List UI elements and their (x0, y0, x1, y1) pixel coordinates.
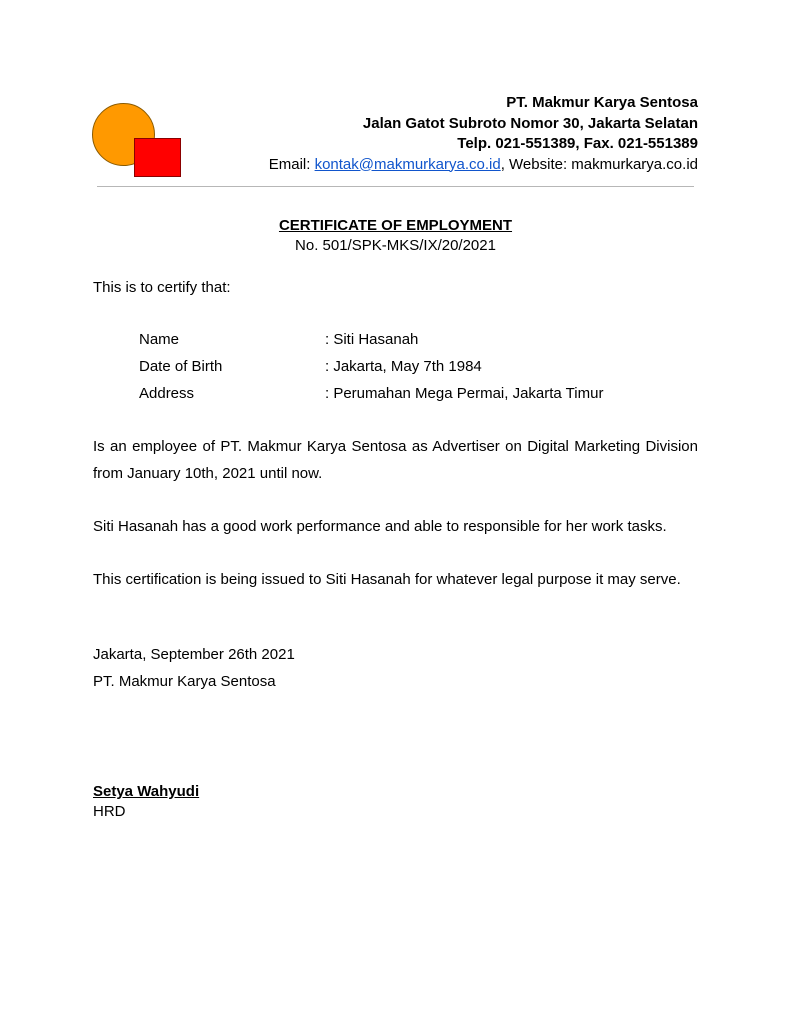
logo-square (134, 138, 181, 177)
email-link[interactable]: kontak@makmurkarya.co.id (314, 155, 501, 173)
certificate-title: CERTIFICATE OF EMPLOYMENT (278, 217, 513, 234)
employment-paragraph: Is an employee of PT. Makmur Karya Sentosa as Advertiser on Digital Marketing Division from January 10th, 2021 until now. (93, 438, 698, 482)
field-name (139, 330, 418, 350)
field-date-of-birth (139, 357, 482, 377)
closing-company: PT. Makmur Karya Sentosa (93, 673, 276, 690)
field-label: Date of Birth (139, 358, 223, 375)
intro-text: This is to certify that: (93, 279, 231, 296)
field-address (139, 384, 603, 404)
certificate-number: No. 501/SPK-MKS/IX/20/2021 (295, 237, 496, 254)
company-address: Jalan Gatot Subroto Nomor 30, Jakarta Selatan (362, 114, 698, 132)
field-label: Address (139, 385, 195, 402)
field-label: Name (139, 331, 180, 348)
purpose-paragraph: This certification is being issued to Siti Hasanah for whatever legal purpose it may serve. (93, 571, 681, 588)
website-text: , Website: makmurkarya.co.id (500, 155, 698, 173)
company-logo (92, 103, 184, 179)
closing-place-date: Jakarta, September 26th 2021 (93, 646, 295, 663)
field-value: : Jakarta, May 7th 1984 (325, 358, 482, 375)
field-value: : Perumahan Mega Permai, Jakarta Timur (325, 385, 604, 402)
certificate-heading (0, 216, 791, 256)
performance-paragraph: Siti Hasanah has a good work performance and able to responsible for her work tasks. (93, 518, 667, 535)
company-name: PT. Makmur Karya Sentosa (506, 94, 698, 111)
letterhead (269, 93, 698, 175)
signer-name: Setya Wahyudi (93, 783, 200, 800)
email-label: Email: (268, 155, 315, 173)
field-value: : Siti Hasanah (325, 331, 419, 348)
company-phone-fax: Telp. 021-551389, Fax. 021-551389 (457, 135, 698, 152)
signer-role: HRD (93, 803, 126, 820)
company-contact-line (269, 155, 698, 176)
header-divider (97, 186, 694, 187)
